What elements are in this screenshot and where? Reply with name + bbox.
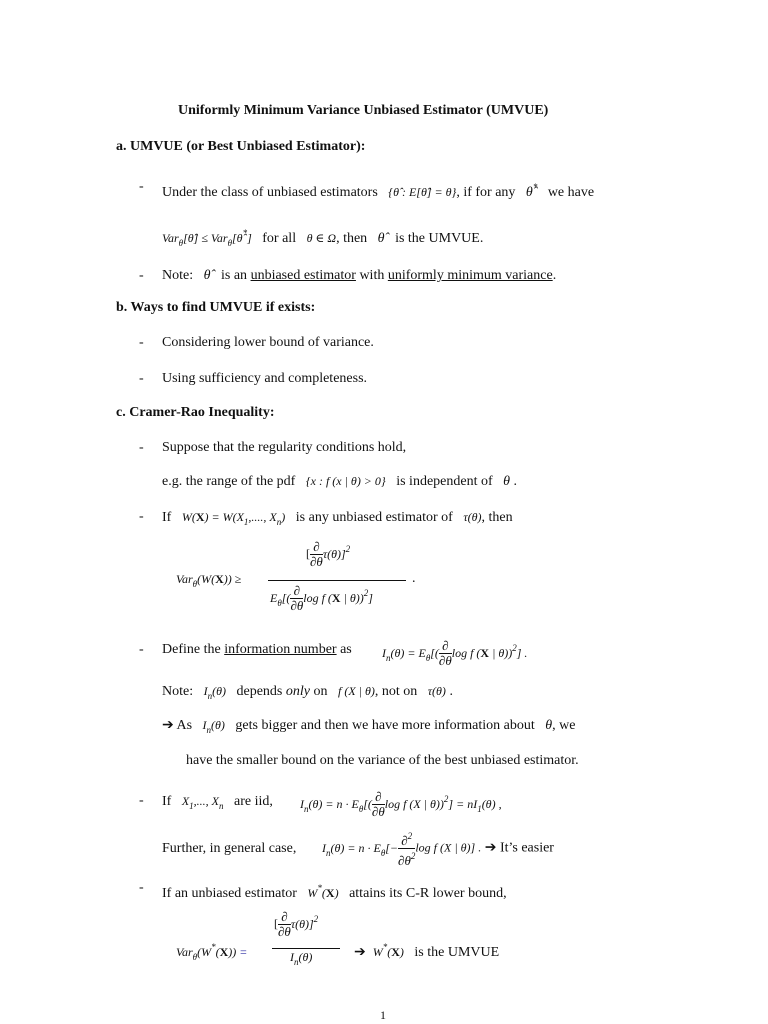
cramer-rao-bound-formula: Var$_\theta$(W(X)) ≥ [ $\frac{\partial}{\partial\theta}$ τ(θ)]$^2$ . $E_\theta$[( $\frac{\partial}{\partial\theta}$ log f (X | θ))$^2$] [176,539,416,613]
bullet: - [139,793,144,808]
estimator-formula: $W(X) = W(X_1$,...., $X_n$) [181,510,286,527]
c3-line: If $W(X) = W(X_1$,...., $X_n$) is any unbiased estimator of τ(θ), then [162,510,513,527]
c8-line: If $X_1$,..., $X_n$ are iid, [162,794,273,811]
a3-line: Note: θ̂ is an unbiased estimator with uniformly minimum variance. [162,268,557,283]
bullet: - [139,440,144,455]
c5-line: Note: $I_n(\theta)$ depends only on f (X | θ), not on τ(θ) . [162,684,453,701]
right-arrow-icon: ➔ [354,945,366,960]
b2-line: Using sufficiency and completeness. [162,371,368,386]
variance-inequality: Var$_\theta$[θ̂] ≤ Var$_\theta$[θ̂*] [162,228,252,248]
umvue-attainment-formula: Var$_\theta$(W*(X)) = [ $\frac{\partial}{\partial\theta}$ τ(θ)]$^2$ $I_n(\theta)$ ➔ W*(X) is the UMVUE [176,909,500,967]
bullet: - [139,268,144,283]
right-arrow-icon: ➔ [484,840,497,856]
theta-star-hat: θ̂* [525,182,538,200]
bullet: - [139,642,144,657]
page-title: Uniformly Minimum Variance Unbiased Estimator (UMVUE) [178,103,549,118]
bullet: - [139,509,144,524]
c9-line: Further, in general case, [162,841,297,856]
iid-information-formula: $I_n(\theta) = n \cdot E_\theta$[( $\frac{\partial}{\partial\theta}$ log f (X | $\theta))^2] = nI_1(\theta)$ , [300,789,502,820]
general-information-formula: $I_n(\theta) = n \cdot E_\theta[-$ $\frac{\partial^2}{\partial\theta^2}$ log f (X | θ)] . ➔ It’s easier [322,831,554,868]
bullet: - [139,371,144,386]
support-set-formula: {x : f (x | θ) > 0} [305,474,386,488]
c7-line: have the smaller bound on the variance of the best unbiased estimator. [186,753,579,768]
a2-line: Var$_\theta$[θ̂] ≤ Var$_\theta$[θ̂*] for all θ ∈ Ω, then θ̂ is the UMVUE. [162,228,484,248]
c1-line: Suppose that the regularity conditions hold, [162,440,407,455]
c6-line: ➔ As $I_n(\theta)$ gets bigger and then we have more information about θ, we [162,718,576,735]
bullet: - [139,880,144,895]
page-number: 1 [380,1008,386,1022]
unbiased-class-formula: {θ̂ : E[θ̂] = θ} [388,185,457,199]
section-c-heading: c. Cramer-Rao Inequality: [116,405,275,420]
a1-line: Under the class of unbiased estimators {θ̂ : E[θ̂] = θ}, if for any θ̂* we have [162,182,595,200]
b1-line: Considering lower bound of variance. [162,335,374,350]
bullet: - [139,179,144,194]
c4-line: Define the information number as [162,642,352,657]
section-b-heading: b. Ways to find UMVUE if exists: [116,300,316,315]
right-arrow-icon: ➔ [162,718,174,733]
c10-line: If an unbiased estimator W*(X) attains its C-R lower bound, [162,883,507,901]
section-a-heading: a. UMVUE (or Best Unbiased Estimator): [116,139,366,154]
bullet: - [139,335,144,350]
information-number-formula: $I_n(\theta) = E_\theta$[( $\frac{\partial}{\partial\theta}$ log f (X | θ))$^2$] . [382,638,528,669]
c2-line: e.g. the range of the pdf {x : f (x | θ) > 0} is independent of θ . [162,474,518,489]
